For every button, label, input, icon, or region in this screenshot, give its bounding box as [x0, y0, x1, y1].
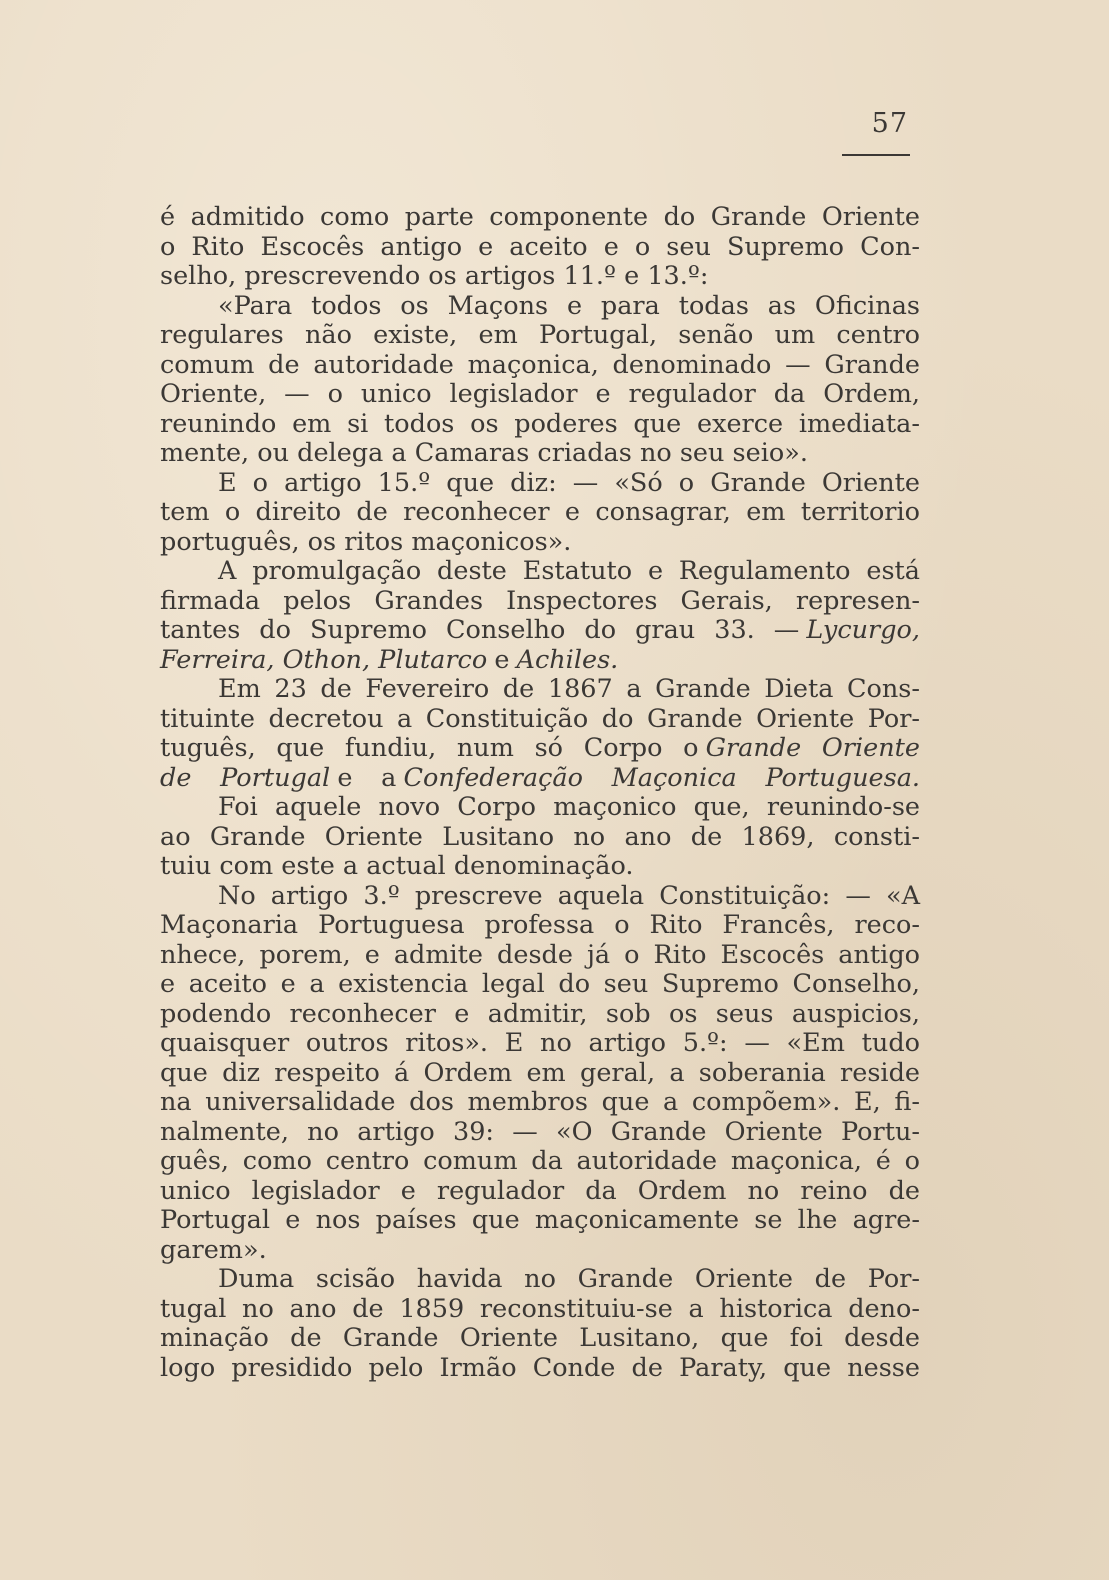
text-line [160, 469, 920, 499]
text-line [160, 852, 920, 882]
text-segment: minação de Grande Oriente Lusitano, que foi desde [160, 1323, 920, 1353]
header-rule [842, 154, 910, 156]
text-line [160, 1354, 920, 1384]
text-line [160, 1324, 920, 1354]
text-segment: e [494, 644, 510, 675]
text-line [160, 764, 920, 794]
text-segment: Em 23 de Fevereiro de 1867 a Grande Dieta Cons- [218, 674, 920, 704]
text-segment: tuiu com este a actual denominação. [160, 851, 634, 881]
text-segment: comum de autoridade maçonica, denominado — Grande [160, 349, 920, 380]
text-line [160, 557, 920, 587]
text-segment: No artigo 3.º prescreve aquela Constituição: — «A [218, 880, 920, 911]
text-line [160, 911, 920, 941]
text-segment: nhece, porem, e admite desde já o Rito Escocês antigo [160, 939, 920, 970]
text-segment: A promulgação deste Estatuto e Regulamento está [218, 556, 920, 586]
text-segment: selho, prescrevendo os artigos 11.º e 13.º: [160, 261, 709, 291]
text-segment: regulares não existe, em Portugal, senão um centro [160, 320, 920, 350]
text-segment: nalmente, no artigo 39: — «O Grande Oriente Portu- [160, 1116, 920, 1147]
italic-text: Ferreira, Othon, Plutarco [160, 644, 488, 675]
text-line [160, 970, 920, 1000]
text-segment: é admitido como parte componente do Grande Oriente [160, 202, 920, 232]
text-line [160, 705, 920, 735]
text-segment: garem». [160, 1234, 267, 1265]
italic-text: Confederação Maçonica Portuguesa. [403, 762, 921, 793]
text-line [160, 1059, 920, 1089]
text-segment: firmada pelos Grandes Inspectores Gerais, represen- [160, 585, 920, 616]
text-line [160, 1236, 920, 1266]
text-segment: português, os ritos maçonicos». [160, 526, 572, 557]
text-line [160, 675, 920, 705]
text-line [160, 380, 920, 410]
text-segment: na universalidade dos membros que a compõem». E, fi- [160, 1087, 920, 1117]
text-line [160, 1118, 920, 1148]
text-segment: Portugal e nos países que maçonicamente se lhe agre- [160, 1205, 920, 1235]
text-segment: o Rito Escocês antigo e aceito e o seu Supremo Con- [160, 231, 920, 262]
text-segment: Oriente, — o unico legislador e regulador da Ordem, [160, 379, 920, 409]
text-line [160, 1295, 920, 1325]
text-segment: unico legislador e regulador da Ordem no reino de [160, 1175, 920, 1206]
text-line [160, 882, 920, 912]
text-line [160, 941, 920, 971]
text-segment: Foi aquele novo Corpo maçonico que, reunindo-se [218, 792, 920, 822]
text-segment: tantes do Supremo Conselho do grau 33. — [160, 615, 800, 645]
text-line [160, 1177, 920, 1207]
text-line [160, 1206, 920, 1236]
text-line [160, 292, 920, 322]
text-segment: tugal no ano de 1859 reconstituiu-se a historica deno- [160, 1293, 920, 1324]
text-line [160, 1088, 920, 1118]
text-segment: reunindo em si todos os poderes que exerce imediata- [160, 408, 920, 439]
text-line [160, 351, 920, 381]
text-line [160, 1147, 920, 1177]
text-line [160, 410, 920, 440]
text-segment: e aceito e a existencia legal do seu Supremo Conselho, [160, 969, 920, 999]
text-segment: quaisquer outros ritos». E no artigo 5.º: — «Em tudo [160, 1028, 920, 1058]
text-line [160, 203, 920, 233]
italic-text: Achiles. [516, 644, 619, 675]
text-line [160, 1000, 920, 1030]
text-segment: Maçonaria Portuguesa professa o Rito Francês, reco- [160, 910, 920, 940]
text-line [160, 616, 920, 646]
text-line [160, 823, 920, 853]
text-line [160, 439, 920, 469]
text-segment: ao Grande Oriente Lusitano no ano de 1869, consti- [160, 821, 920, 852]
text-segment: tem o direito de reconhecer e consagrar, em territorio [160, 497, 920, 527]
text-line [160, 498, 920, 528]
text-segment: tituinte decretou a Constituição do Grande Oriente Por- [160, 703, 920, 734]
text-line [160, 233, 920, 263]
page-number: 57 [871, 108, 908, 139]
text-segment: tuguês, que fundiu, num só Corpo o [160, 733, 699, 763]
text-segment: e a [337, 762, 397, 793]
text-segment: podendo reconhecer e admitir, sob os seus auspicios, [160, 998, 920, 1029]
text-line [160, 734, 920, 764]
text-line [160, 262, 920, 292]
text-segment: mente, ou delega a Camaras criadas no seu seio». [160, 438, 808, 468]
text-line [160, 646, 920, 676]
text-segment: «Para todos os Maçons e para todas as Oficinas [218, 290, 920, 321]
italic-text: de Portugal [160, 762, 331, 793]
text-line [160, 587, 920, 617]
italic-text: Lycurgo, [806, 615, 920, 645]
text-line [160, 528, 920, 558]
text-segment: Duma scisão havida no Grande Oriente de Por- [218, 1264, 920, 1294]
text-segment: E o artigo 15.º que diz: — «Só o Grande Oriente [218, 467, 920, 498]
text-line [160, 1265, 920, 1295]
text-segment: logo presidido pelo Irmão Conde de Paraty, que nesse [160, 1352, 920, 1383]
text-line [160, 793, 920, 823]
text-segment: que diz respeito á Ordem em geral, a soberania reside [160, 1057, 920, 1088]
body-text [160, 203, 920, 1383]
text-segment: guês, como centro comum da autoridade maçonica, é o [160, 1146, 920, 1176]
text-line [160, 1029, 920, 1059]
text-line [160, 321, 920, 351]
italic-text: Grande Oriente [705, 733, 920, 763]
